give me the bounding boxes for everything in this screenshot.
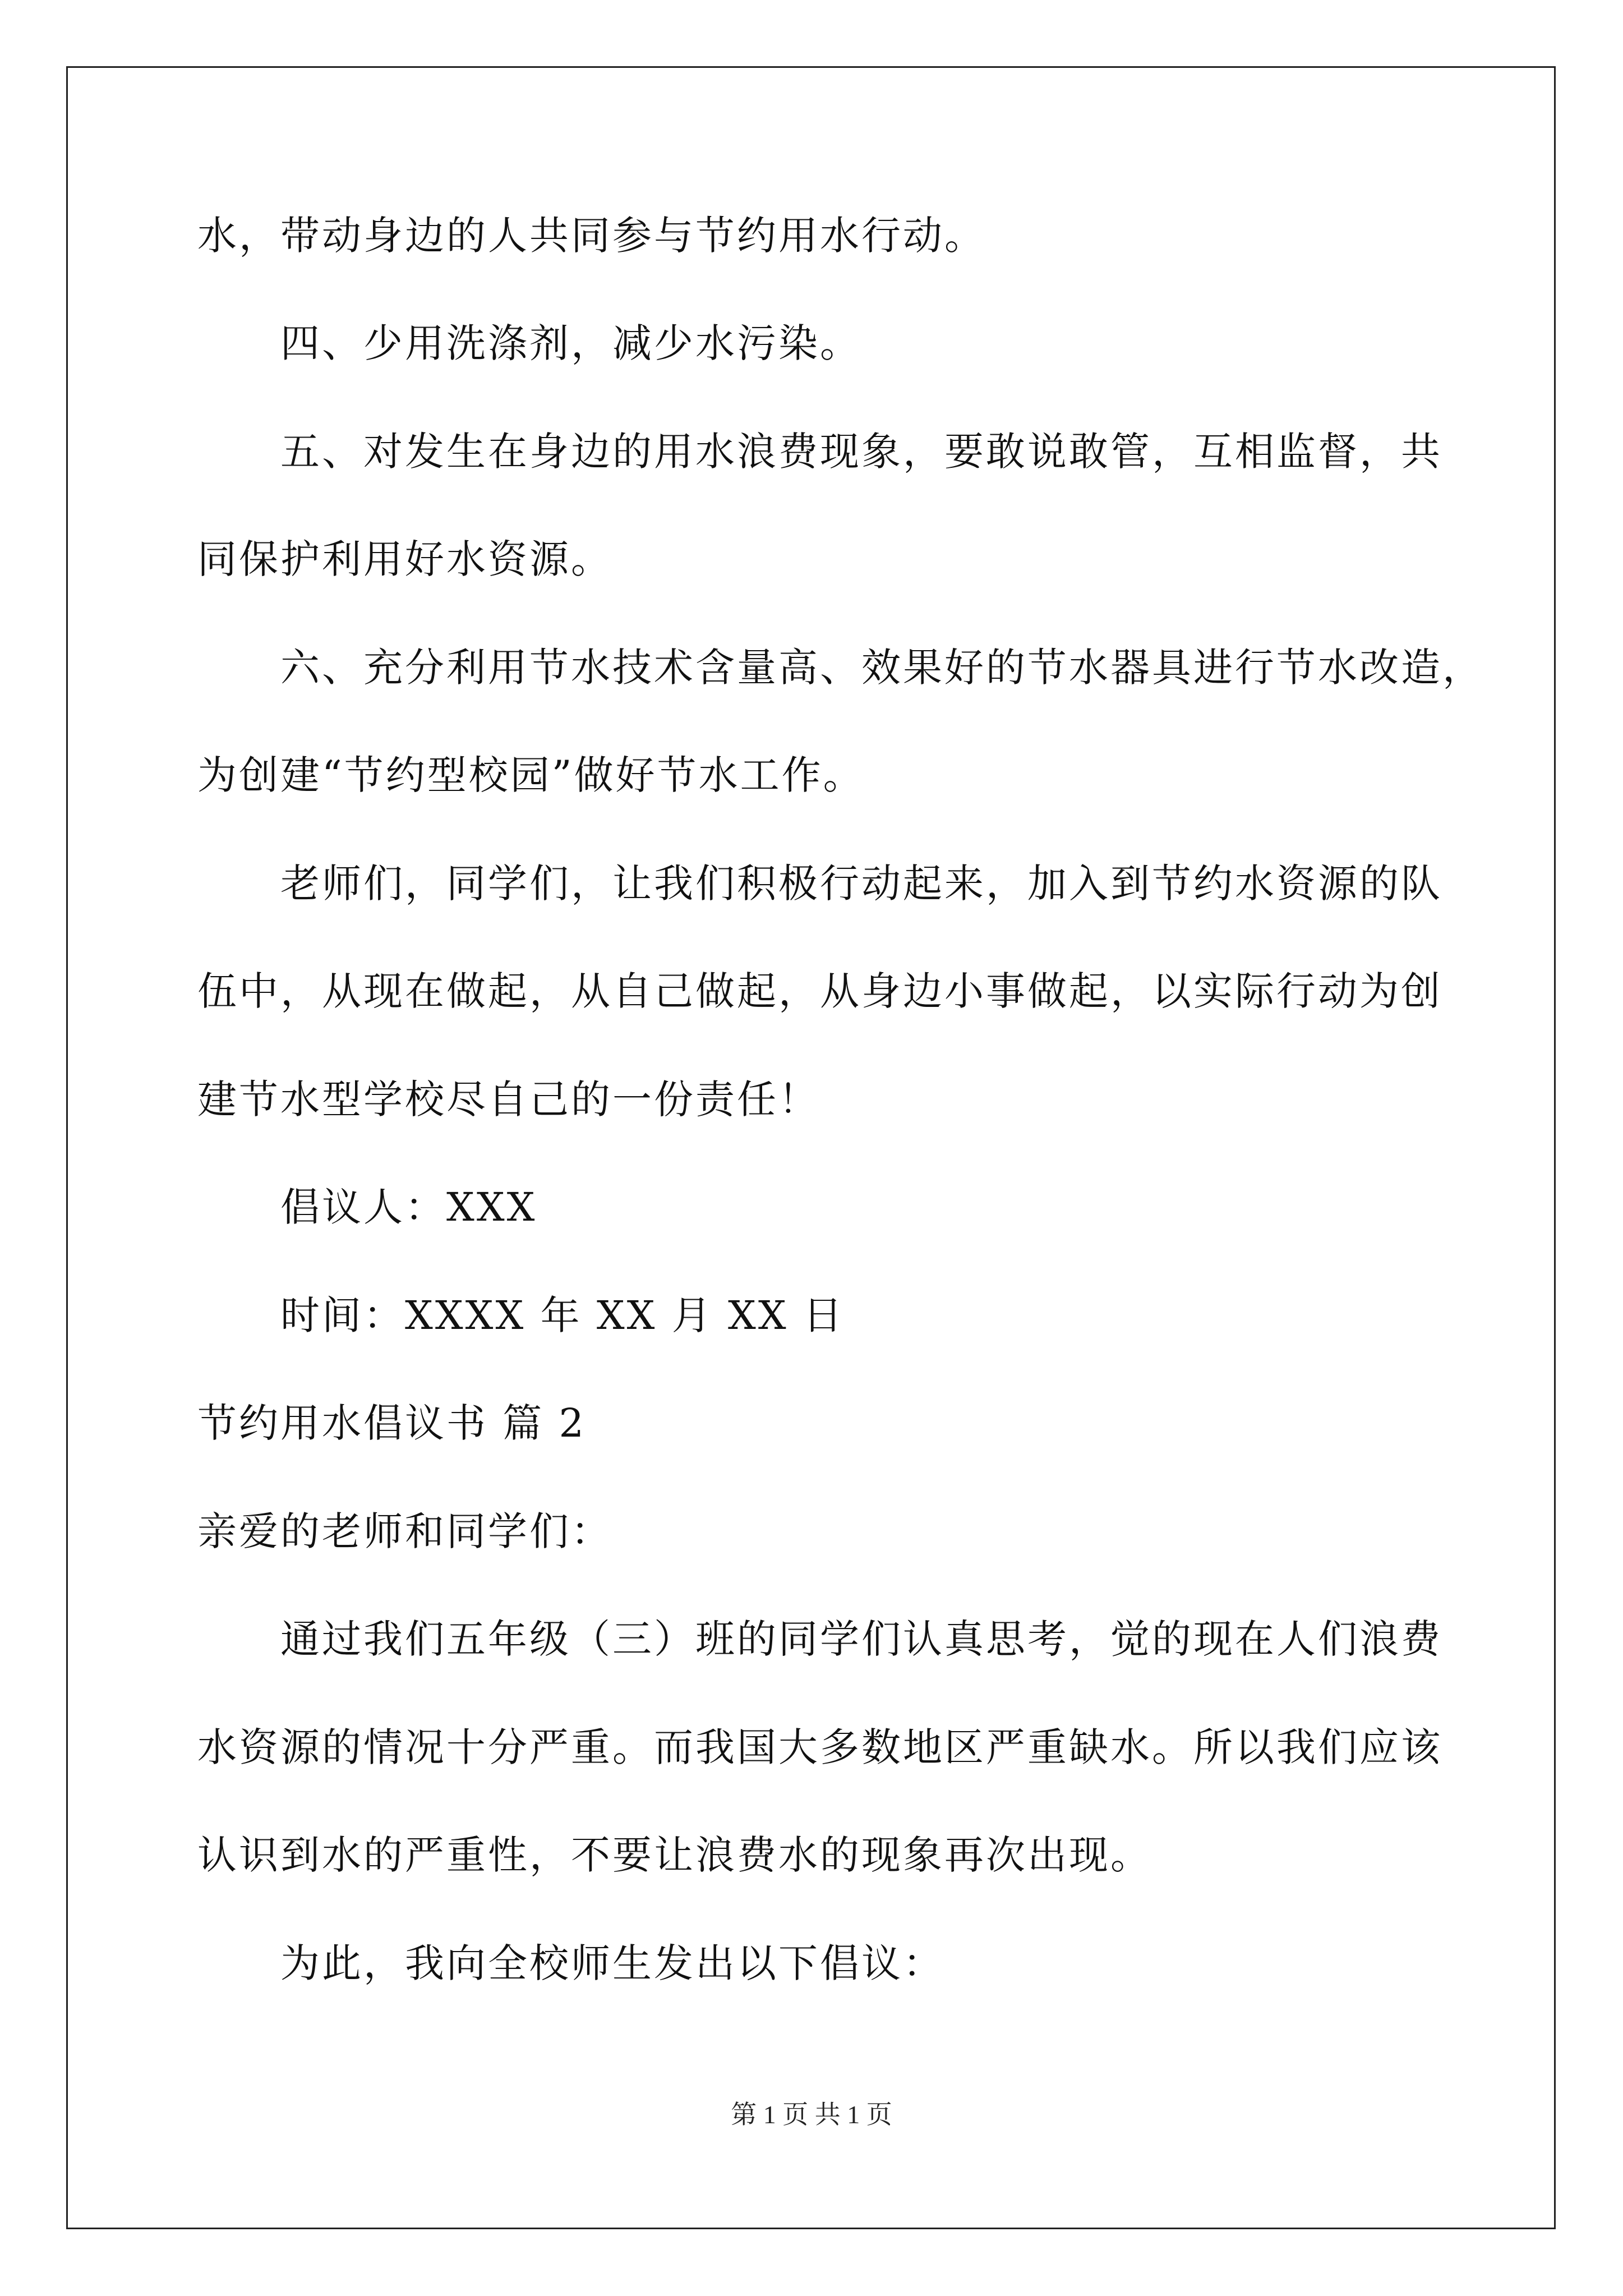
body-line-7: 老师们，同学们，让我们积极行动起来，加入到节约水资源的队 (280, 861, 1442, 907)
date-line: 时间：XXXX 年 XX 月 XX 日 (280, 1292, 845, 1338)
body-line-2: 四、少用洗涤剂，减少水污染。 (280, 320, 861, 366)
body-line-4: 同保护利用好水资源。 (197, 536, 612, 582)
body-line-6: 为创建“节约型校园”做好节水工作。 (197, 752, 865, 798)
body-line-17: 为此，我向全校师生发出以下倡议： (280, 1940, 944, 1986)
salutation-line: 亲爱的老师和同学们： (197, 1508, 612, 1554)
body-line-16: 认识到水的严重性，不要让浪费水的现象再次出现。 (197, 1832, 1152, 1878)
body-line-3: 五、对发生在身边的用水浪费现象，要敢说敢管，互相监督，共 (280, 429, 1442, 475)
body-line-14: 通过我们五年级（三）班的同学们认真思考，觉的现在人们浪费 (280, 1616, 1442, 1662)
body-line-9: 建节水型学校尽自己的一份责任！ (197, 1076, 820, 1122)
body-line-8: 伍中，从现在做起，从自己做起，从身边小事做起，以实际行动为创 (197, 968, 1442, 1014)
body-line-1: 水，带动身边的人共同参与节约用水行动。 (197, 213, 986, 259)
signer-line: 倡议人：XXX (280, 1184, 537, 1230)
body-line-5: 六、充分利用节水技术含量高、效果好的节水器具进行节水改造， (280, 645, 1484, 691)
body-line-15: 水资源的情况十分严重。而我国大多数地区严重缺水。所以我们应该 (197, 1724, 1442, 1770)
page-border (66, 66, 1556, 2229)
page-number-footer: 第 1 页 共 1 页 (731, 2100, 892, 2129)
section-heading: 节约用水倡议书 篇 2 (197, 1400, 587, 1446)
